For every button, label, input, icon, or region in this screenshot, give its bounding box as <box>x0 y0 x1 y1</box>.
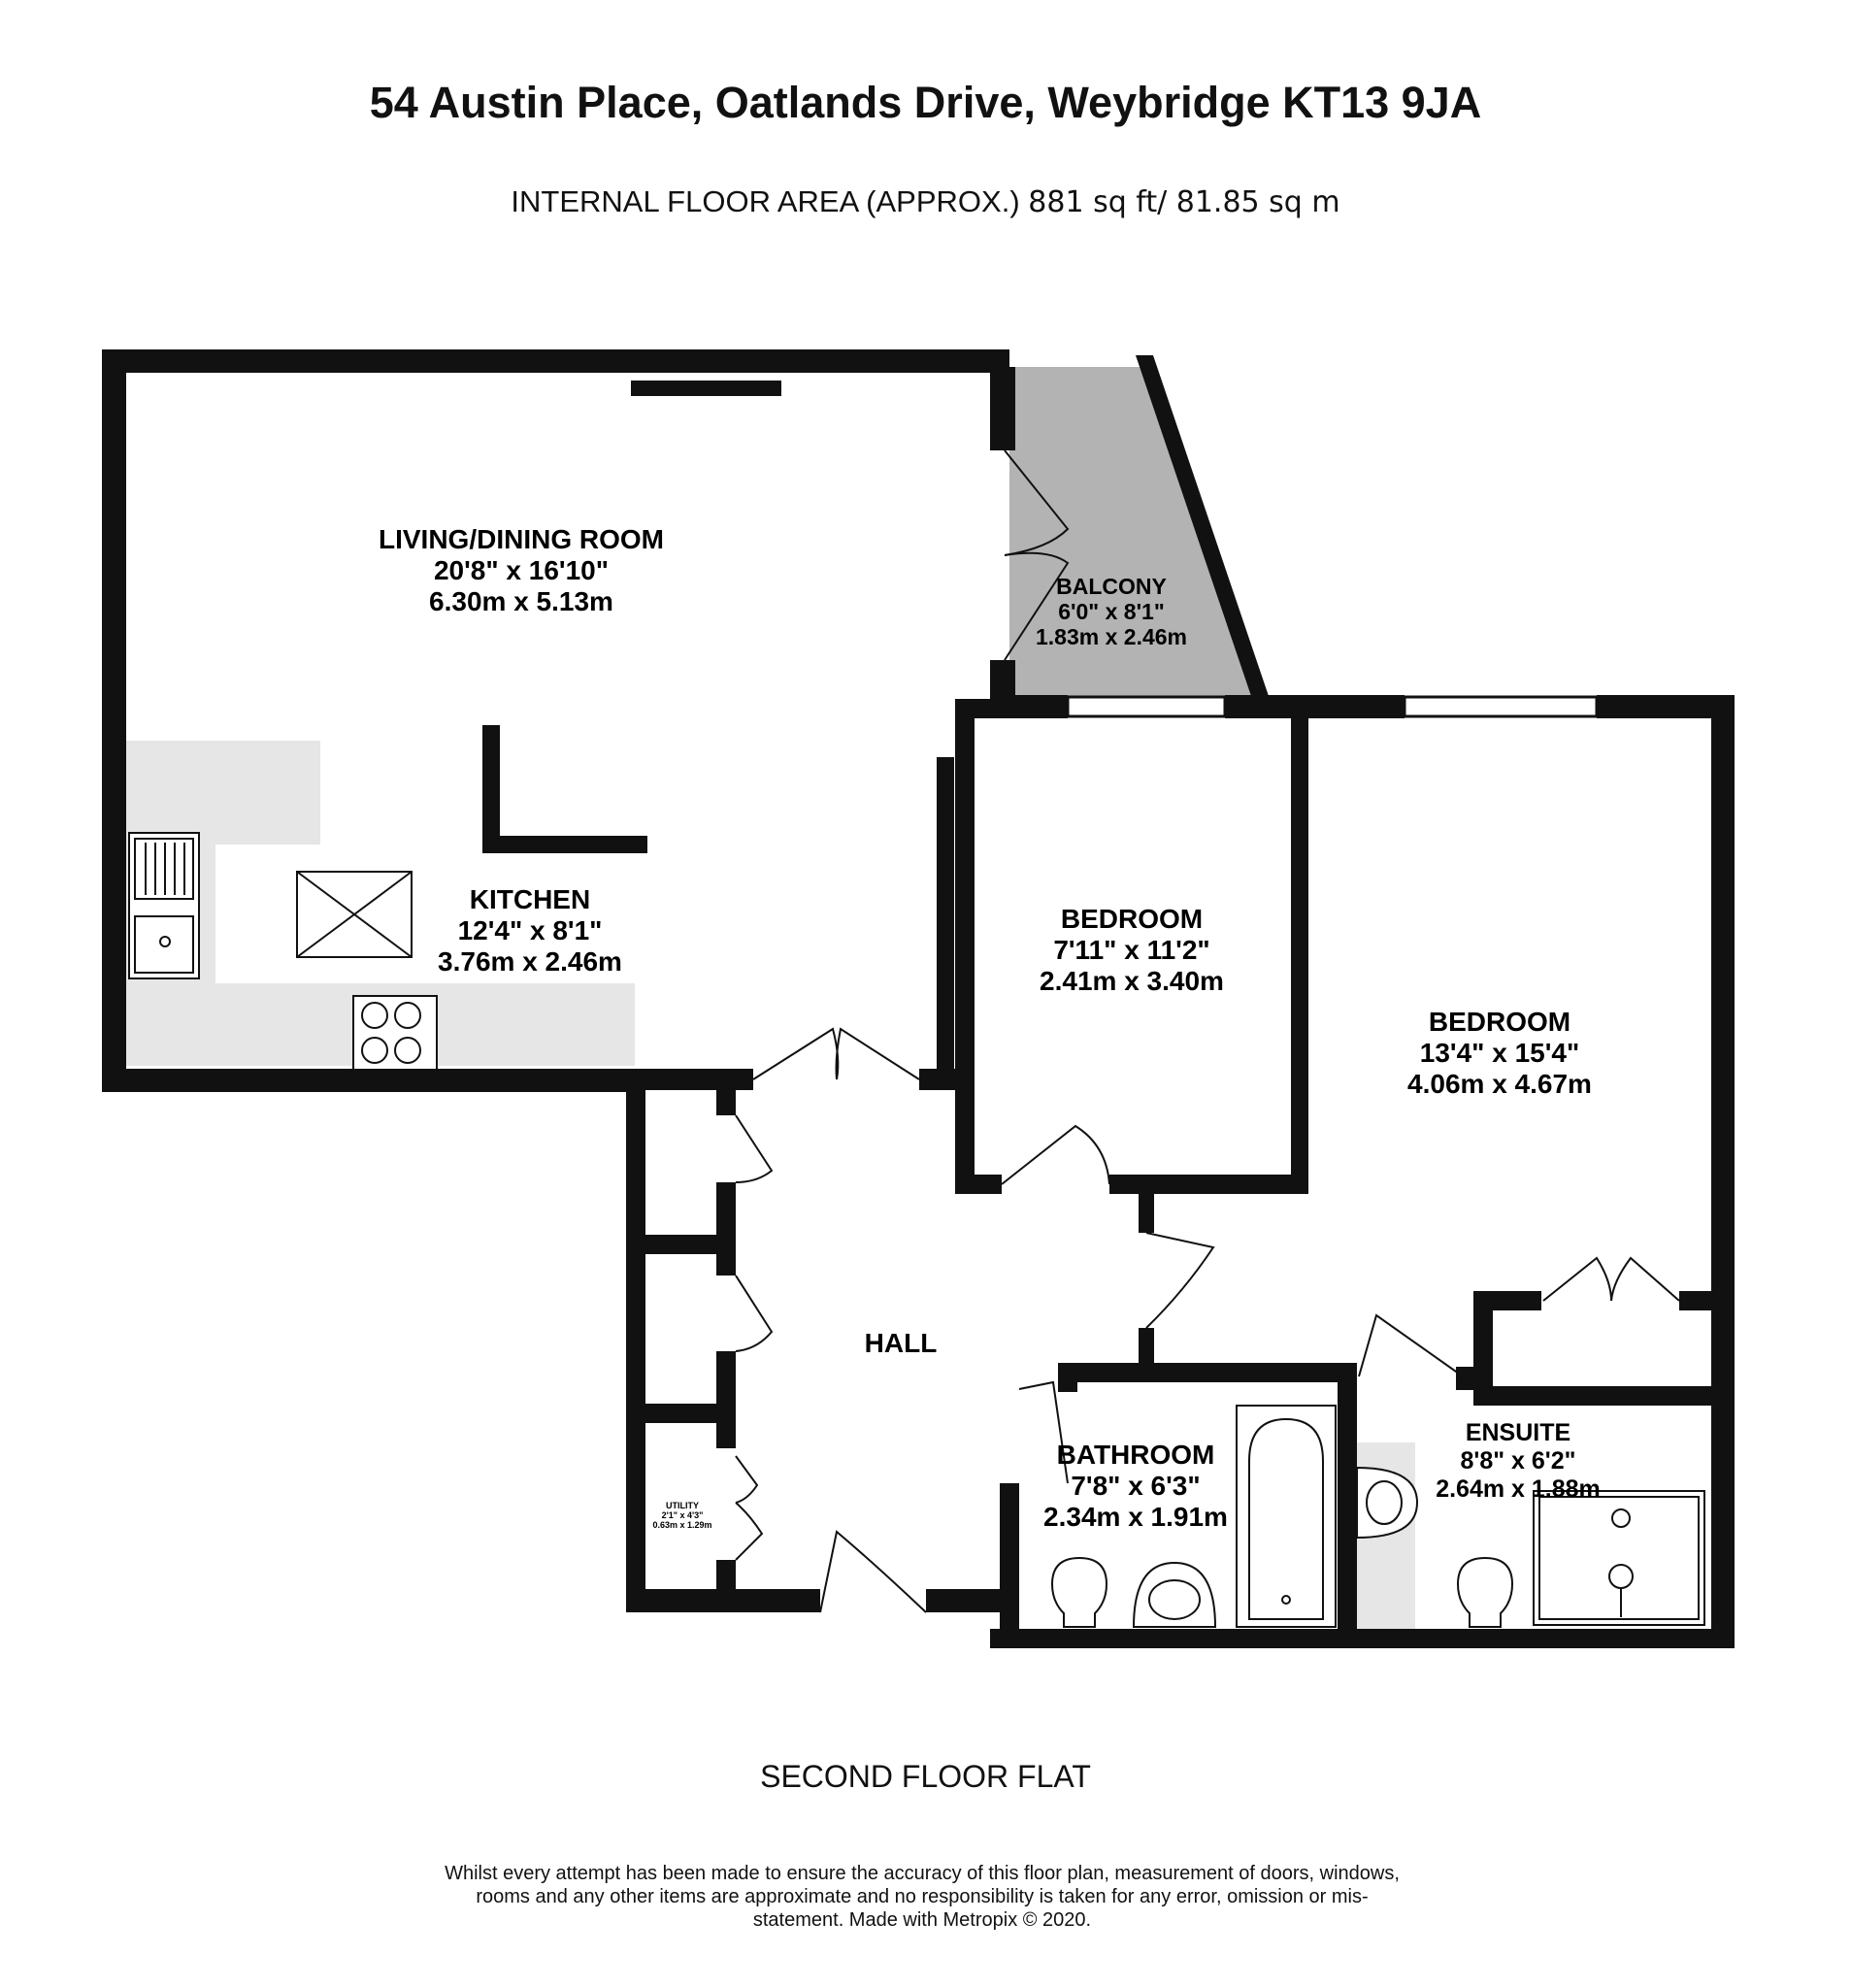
bedroom1-metric: 2.41m x 3.40m <box>1040 966 1224 996</box>
balcony-imperial: 6'0" x 8'1" <box>1058 599 1165 624</box>
shower <box>1534 1491 1704 1625</box>
ensuite-toilet <box>1458 1558 1512 1627</box>
kitchen-name: KITCHEN <box>469 884 591 914</box>
disclaimer: Whilst every attempt has been made to ensure the accuracy of this floor plan, measurement of doors, windows, rooms and any other items are approximate and no responsibility is taken for any error, omission or mis-statement. Made with Metropix © 2020. <box>445 1863 1400 1931</box>
bedroom2-metric: 4.06m x 4.67m <box>1407 1069 1592 1099</box>
property-address: 54 Austin Place, Oatlands Drive, Weybridge KT13 9JA <box>369 78 1482 127</box>
room-label-kitchen <box>438 884 622 977</box>
room-label-bedroom-1 <box>1040 904 1224 996</box>
room-label-balcony <box>1036 574 1187 649</box>
bathroom-basin <box>1134 1563 1215 1627</box>
balcony-name: BALCONY <box>1056 574 1167 599</box>
room-label-bathroom <box>1043 1440 1228 1532</box>
kitchen-imperial: 12'4" x 8'1" <box>457 915 603 945</box>
bathroom-metric: 2.34m x 1.91m <box>1043 1502 1228 1532</box>
ensuite-name: ENSUITE <box>1465 1419 1571 1446</box>
bath <box>1237 1406 1336 1627</box>
bathroom-toilet <box>1052 1558 1107 1627</box>
kitchen-sink <box>129 833 199 978</box>
floor-area-label: INTERNAL FLOOR AREA (APPROX.) <box>511 184 1020 218</box>
floor-area-value: 881 sq ft/ 81.85 sq m <box>1028 185 1340 219</box>
kitchen-metric: 3.76m x 2.46m <box>438 946 622 977</box>
utility-name: UTILITY <box>666 1501 699 1510</box>
hall-name: HALL <box>864 1328 938 1358</box>
living-name: LIVING/DINING ROOM <box>379 524 664 554</box>
utility-metric: 0.63m x 1.29m <box>652 1520 712 1530</box>
living-imperial: 20'8" x 16'10" <box>433 555 610 585</box>
utility-imperial: 2'1" x 4'3" <box>661 1510 704 1520</box>
ensuite-metric: 2.64m x 1.88m <box>1436 1475 1601 1503</box>
bathroom-imperial: 7'8" x 6'3" <box>1071 1471 1201 1501</box>
room-label-living <box>379 524 664 616</box>
bedroom2-imperial: 13'4" x 15'4" <box>1419 1038 1580 1068</box>
kitchen-island <box>297 872 412 957</box>
floor-label: SECOND FLOOR FLAT <box>760 1759 1091 1794</box>
room-label-bedroom-2 <box>1407 1007 1592 1099</box>
room-label-ensuite <box>1436 1419 1601 1503</box>
bedroom1-name: BEDROOM <box>1060 904 1204 934</box>
living-metric: 6.30m x 5.13m <box>429 586 613 616</box>
room-label-utility <box>652 1501 711 1530</box>
bathroom-name: BATHROOM <box>1056 1440 1215 1470</box>
bedroom1-imperial: 7'11" x 11'2" <box>1053 935 1210 965</box>
ensuite-imperial: 8'8" x 6'2" <box>1460 1447 1576 1474</box>
hob <box>353 996 437 1070</box>
balcony-metric: 1.83m x 2.46m <box>1035 624 1188 649</box>
bedroom2-name: BEDROOM <box>1428 1007 1571 1037</box>
